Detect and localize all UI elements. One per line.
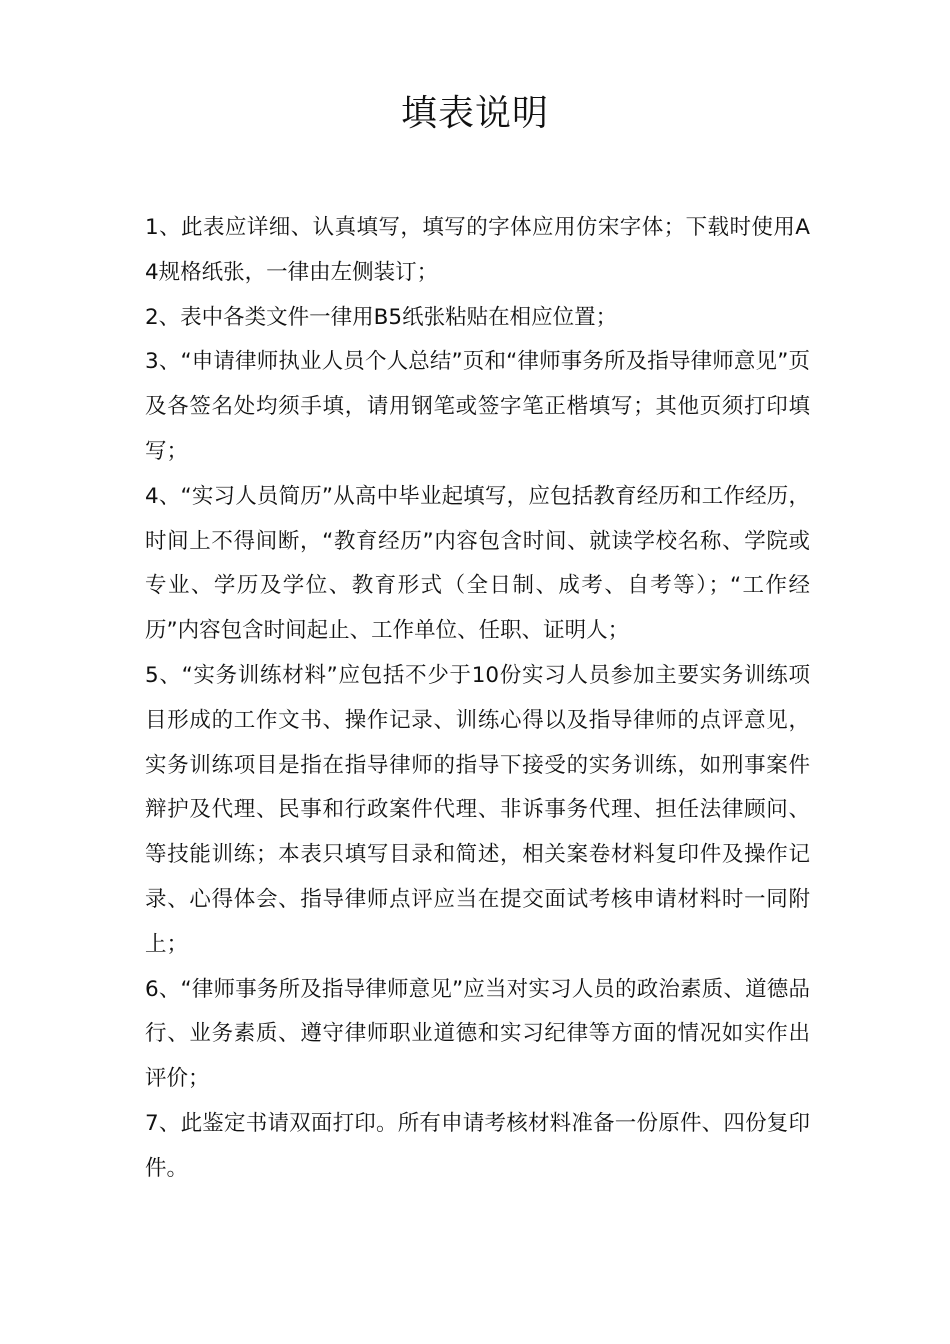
instruction-item-1: 1、此表应详细、认真填写，填写的字体应用仿宋字体；下载时使用A4规格纸张，一律由左侧装订； <box>145 215 810 285</box>
page-title: 填表说明 <box>400 93 549 134</box>
instruction-item-2: 2、表中各类文件一律用B5纸张粘贴在相应位置； <box>145 304 618 330</box>
instruction-item-3: 3、“申请律师执业人员个人总结”页和“律师事务所及指导律师意见”页及各签名处均须手填，请用钢笔或签字笔正楷填写；其他页须打印填写； <box>145 349 810 464</box>
instruction-item-6: 6、“律师事务所及指导律师意见”应当对实习人员的政治素质、道德品行、业务素质、遵守律师职业道德和实习纪律等方面的情况如实作出评价； <box>145 976 810 1092</box>
instruction-item-4: 4、“实习人员简历”从高中毕业起填写，应包括教育经历和工作经历，时间上不得间断，“教育经历”内容包含时间、就读学校名称、学院或专业、学历及学位、教育形式（全日制、成考、自考等）；“工作经历”内容包含时间起止、工作单位、任职、证明人； <box>145 483 810 644</box>
instruction-item-5: 5、“实务训练材料”应包括不少于10份实习人员参加主要实务训练项目形成的工作文书、操作记录、训练心得以及指导律师的点评意见，实务训练项目是指在指导律师的指导下接受的实务训练，如刑事案件辩护及代理、民事和行政案件代理、非诉事务代理、担任法律顾问、等技能训练；本表只填写目录和简述，相关案卷材料复印件及操作记录、心得体会、指导律师点评应当在提交面试考核申请材料时一同附上； <box>145 662 810 957</box>
instruction-item-7: 7、此鉴定书请双面打印。所有申请考核材料准备一份原件、四份复印件。 <box>145 1110 810 1181</box>
instruction-list <box>145 206 810 1192</box>
